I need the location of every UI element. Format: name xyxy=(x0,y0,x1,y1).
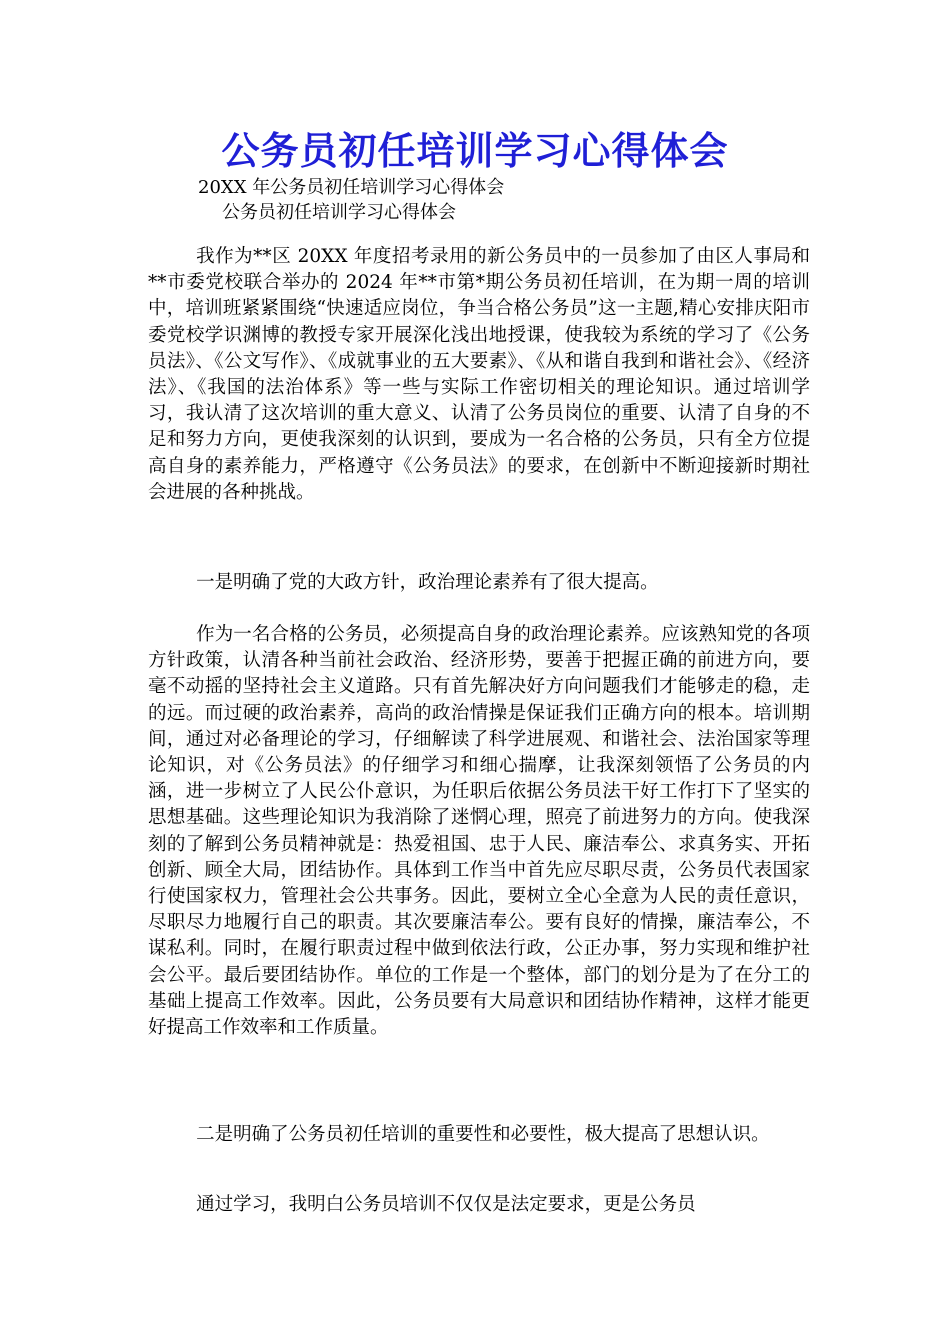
document-title: 公务员初任培训学习心得体会 xyxy=(221,129,729,173)
section-heading-two: 二是明确了公务员初任培训的重要性和必要性，极大提高了思想认识。 xyxy=(196,1124,770,1145)
body-paragraph-intro: 我作为**区 20XX 年度招考录用的新公务员中的一员参加了由区人事局和**市委党校联合举办的 2024 年**市第*期公务员初任培训，在为期一周的培训中，培训班紧紧围绕“快速适应岗位，争当合格公务员”这一主题,精心安排庆阳市委党校学识渊博的教授专家开展深化浅出地授课，使我较为系统的学习了《公务员法》、《公文写作》、《成就事业的五大要素》、《从和谐自我到和谐社会》、《经济法》、《我国的法治体系》等一些与实际工作密切相关的理论知识。通过培训学习，我认清了这次培训的重大意义、认清了公务员岗位的重要、认清了自身的不足和努力方向，更使我深刻的认识到，要成为一名合格的公务员，只有全方位提高自身的素养能力，严格遵守《公务员法》的要求，在创新中不断迎接新时期社会进展的各种挑战。 xyxy=(148,246,810,503)
body-paragraph-training: 通过学习，我明白公务员培训不仅仅是法定要求，更是公务员 xyxy=(196,1194,696,1215)
body-paragraph-political-theory: 作为一名合格的公务员，必须提高自身的政治理论素养。应该熟知党的各项方针政策，认清各种当前社会政治、经济形势，要善于把握正确的前进方向，要毫不动摇的坚持社会主义道路。只有首先解决好方向问题我们才能够走的稳，走的远。而过硬的政治素养，高尚的政治情操是保证我们正确方向的根本。培训期间，通过对必备理论的学习，仔细解读了科学进展观、和谐社会、法治国家等理论知识，对《公务员法》的仔细学习和细心揣摩，让我深刻领悟了公务员的内涵，进一步树立了人民公仆意识，为任职后依据公务员法干好工作打下了坚实的思想基础。这些理论知识为我消除了迷惘心理，照亮了前进努力的方向。使我深刻的了解到公务员精神就是：热爱祖国、忠于人民、廉洁奉公、求真务实、开拓创新、顾全大局，团结协作。具体到工作当中首先应尽职尽责，公务员代表国家行使国家权力，管理社会公共事务。因此，要树立全心全意为人民的责任意识，尽职尽力地履行自己的职责。其次要廉洁奉公。要有良好的情操，廉洁奉公，不谋私利。同时，在履行职责过程中做到依法行政，公正办事，努力实现和维护社会公平。最后要团结协作。单位的工作是一个整体，部门的划分是为了在分工的基础上提高工作效率。因此，公务员要有大局意识和团结协作精神，这样才能更好提高工作效率和工作质量。 xyxy=(148,624,810,1039)
section-heading-one: 一是明确了党的大政方针，政治理论素养有了很大提高。 xyxy=(196,572,659,593)
document-subtitle: 20XX 年公务员初任培训学习心得体会 xyxy=(198,177,505,198)
document-subtitle-secondary: 公务员初任培训学习心得体会 xyxy=(222,202,456,223)
